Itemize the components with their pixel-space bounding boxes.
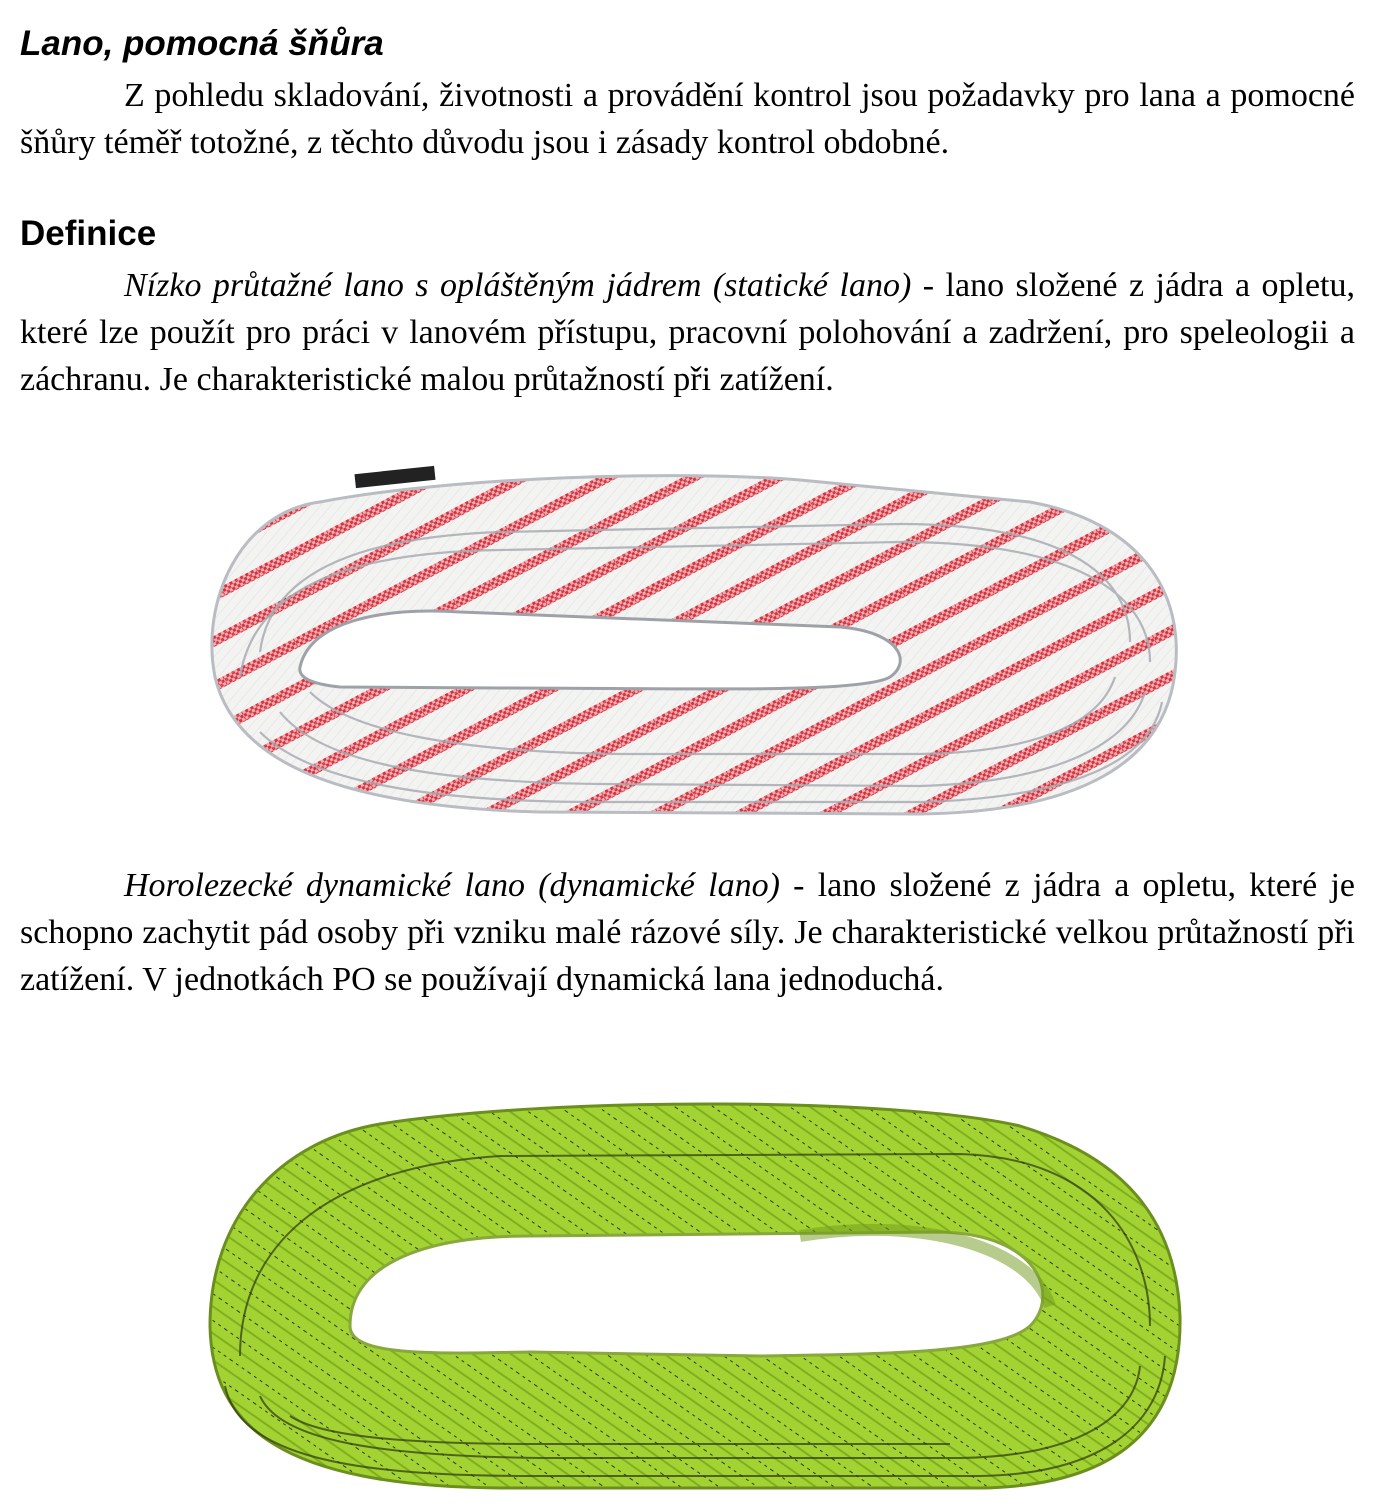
coiled-rope-white-red-icon <box>200 462 1185 824</box>
intro-paragraph: Z pohledu skladování, životnosti a provádění kontrol jsou požadavky pro lana a pomocné šňůry téměř totožné, z těchto důvodu jsou i zásady kontrol obdobné. <box>20 77 1355 161</box>
static-rope-term: Nízko průtažné lano s opláštěným jádrem (statické lano) <box>124 267 912 304</box>
dynamic-rope-definition <box>20 862 1355 1003</box>
dynamic-rope-text: - lano složené z jádra a opletu, které je schopno zachytit pád osoby při vzniku malé rázové síly. Je charakteristické velkou průtažností při zatížení. V jednotkách PO se používají dynamická lana jednoduchá. <box>20 867 1355 998</box>
coiled-rope-green-icon <box>200 1096 1185 1493</box>
static-rope-definition <box>20 262 1355 403</box>
definitions-heading: Definice <box>20 214 157 253</box>
static-rope-text: - lano složené z jádra a opletu, které lze použít pro práci v lanovém přístupu, pracovní polohování a zadržení, pro speleologii a záchranu. Je charakteristické malou průtažností při zatížení. <box>20 267 1355 398</box>
dynamic-rope-term: Horolezecké dynamické lano (dynamické lano) <box>124 867 780 904</box>
static-rope-image <box>200 462 1185 824</box>
document-page-continued <box>20 862 1355 1003</box>
section-title: Lano, pomocná šňůra <box>20 24 384 63</box>
dynamic-rope-image <box>200 1096 1185 1493</box>
document-page <box>20 16 1355 403</box>
